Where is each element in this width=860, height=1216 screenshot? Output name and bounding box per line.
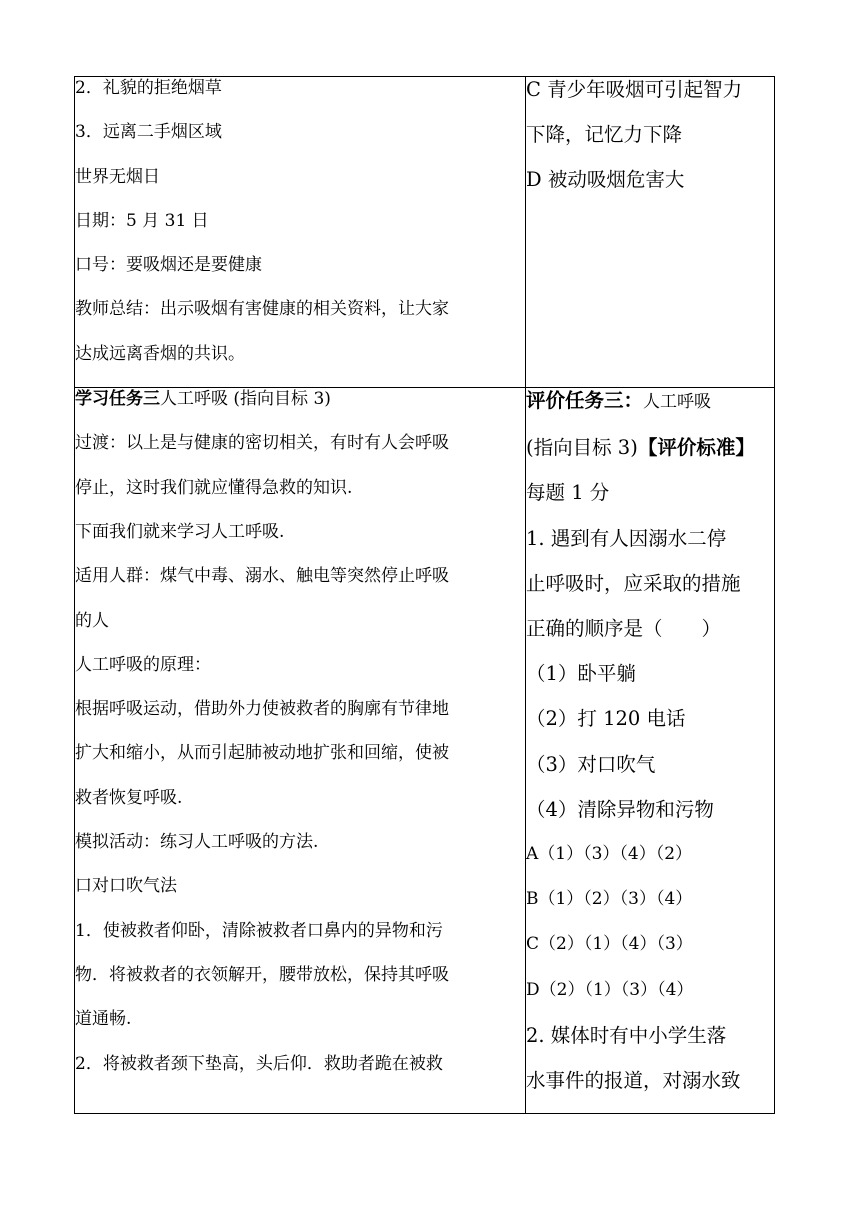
task-heading	[526, 388, 774, 415]
text-line: 2．将被救者颈下垫高，头后仰．救助者跪在被救	[75, 1053, 443, 1074]
text-line: 1．使被救者仰卧，清除被救者口鼻内的异物和污	[75, 920, 443, 941]
text-line: 达成远离香烟的共识。	[75, 343, 245, 364]
option-line: （3）对口吹气	[526, 752, 656, 776]
answer-choice: D（2）（1）（3）（4）	[526, 979, 694, 1000]
text-line: 的人	[75, 610, 109, 631]
answer-choice: B（1）（2）（3）（4）	[526, 889, 693, 910]
table-row	[75, 388, 775, 1114]
text-line: 1. 遇到有人因溺水二停	[526, 526, 727, 550]
task-heading-bold: 评价任务三：	[526, 389, 644, 413]
task-heading	[75, 388, 525, 410]
text-line: 道通畅.	[75, 1009, 132, 1030]
text-line: 人工呼吸的原理：	[75, 654, 211, 675]
task-heading-rest: 人工呼吸	[643, 392, 712, 413]
text-line: 每题 1 分	[526, 481, 610, 505]
text-line: 3．远离二手烟区域	[75, 122, 222, 143]
criteria-target: (指向目标 3)	[526, 436, 638, 460]
text-line: 日期：5 月 31 日	[75, 210, 209, 231]
option-line: （1）卧平躺	[526, 662, 636, 686]
criteria-line	[526, 435, 774, 460]
text-line: 救者恢复呼吸.	[75, 787, 183, 808]
text-line: 根据呼吸运动，借助外力使被救者的胸廓有节律地	[75, 699, 449, 720]
answer-choice: A（1）（3）（4）（2）	[526, 843, 693, 864]
text-line: 教师总结：出示吸烟有害健康的相关资料，让大家	[75, 299, 449, 320]
text-line: 下面我们就来学习人工呼吸.	[75, 521, 285, 542]
learning-content-cell	[75, 388, 526, 1114]
evaluation-cell	[526, 388, 775, 1114]
text-line: 止呼吸时，应采取的措施	[526, 571, 741, 595]
evaluation-cell	[526, 77, 775, 388]
learning-content-cell	[75, 77, 526, 388]
option-line: （4）清除异物和污物	[526, 797, 714, 821]
text-line: 水事件的报道，对溺水致	[526, 1068, 741, 1092]
text-line: 世界无烟日	[75, 166, 160, 187]
text-line: 过渡：以上是与健康的密切相关，有时有人会呼吸	[75, 433, 449, 454]
table-row	[75, 77, 775, 388]
lesson-table	[74, 76, 775, 1114]
text-line: 2. 媒体时有中小学生落	[526, 1023, 727, 1047]
option-line: （2）打 120 电话	[526, 707, 686, 731]
text-line: C 青少年吸烟可引起智力	[526, 78, 743, 101]
text-line: 下降，记忆力下降	[526, 123, 683, 147]
task-heading-rest: 人工呼吸 (指向目标 3)	[160, 389, 331, 410]
task-heading-bold: 学习任务三	[75, 389, 160, 410]
text-line: 模拟活动：练习人工呼吸的方法.	[75, 832, 319, 853]
text-line: 正确的顺序是（ ）	[526, 617, 722, 641]
answer-choice: C（2）（1）（4）（3）	[526, 934, 693, 955]
text-line: 物．将被救者的衣领解开，腰带放松，保持其呼吸	[75, 964, 449, 985]
text-line: 口号：要吸烟还是要健康	[75, 255, 262, 276]
text-line: 停止，这时我们就应懂得急救的知识.	[75, 477, 353, 498]
text-line: 口对口吹气法	[75, 876, 177, 897]
criteria-label: 【评价标准】	[637, 436, 755, 460]
text-line: 扩大和缩小，从而引起肺被动地扩张和回缩，使被	[75, 743, 449, 764]
text-line: 2．礼貌的拒绝烟草	[75, 78, 222, 98]
text-line: D 被动吸烟危害大	[526, 168, 685, 192]
text-line: 适用人群：煤气中毒、溺水、触电等突然停止呼吸	[75, 566, 449, 587]
